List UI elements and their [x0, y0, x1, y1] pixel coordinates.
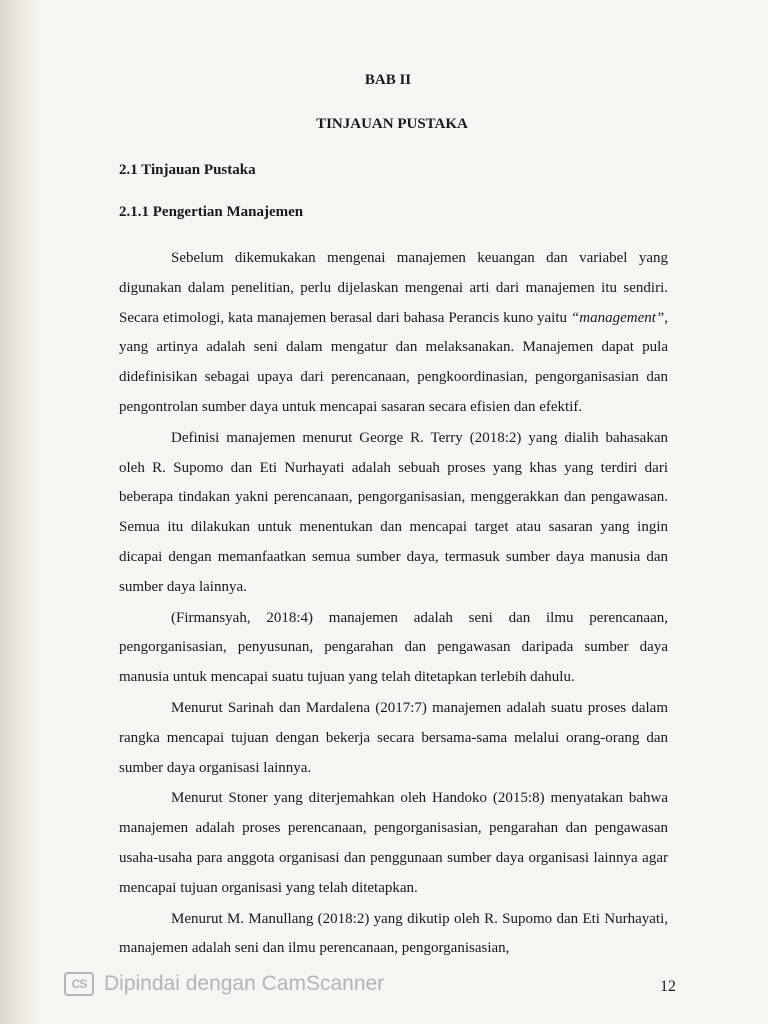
paragraph-text: , yang artinya adalah seni dalam mengatur dan melaksanakan. Manajemen dapat pula didefinisikan sebagai upaya dari perencanaan, pengkoordinasian, pengorganisasian dan pengontrolan sumber daya untuk mencapai sasaran secara efisien dan efektif. [119, 309, 668, 415]
paragraph: (Firmansyah, 2018:4) manajemen adalah seni dan ilmu perencanaan, pengorganisasian, penyusunan, pengarahan dan pengawasan daripada sumber daya manusia untuk mencapai suatu tujuan yang telah ditetapkan terlebih dahulu. [119, 609, 668, 686]
camscanner-watermark [64, 972, 384, 996]
chapter-number: BAB II [364, 72, 412, 88]
paragraph-text: Sebelum dikemukakan mengenai manajemen keuangan dan variabel yang digunakan dalam penelitian, perlu dijelaskan mengenai arti dari manajemen itu sendiri. Secara etimologi, kata manajemen berasal dari bahasa Perancis kuno yaitu [119, 250, 668, 326]
camscanner-logo-icon: CS [64, 972, 94, 996]
chapter-title: TINJAUAN PUSTAKA [316, 116, 468, 132]
paragraph: Definisi manajemen menurut George R. Terry (2018:2) yang dialih bahasakan oleh R. Supomo dan Eti Nurhayati adalah sebuah proses yang khas yang terdiri dari beberapa tindakan yakni perencanaan, pengorganisasian, menggerakkan dan pengawasan. Semua itu dilakukan untuk menentukan dan mencapai target atau sasaran yang ingin dicapai dengan memanfaatkan semua sumber daya, termasuk sumber daya manusia dan sumber daya lainnya. [119, 429, 668, 595]
watermark-text: Dipindai dengan CamScanner [104, 972, 385, 995]
body-text [119, 244, 668, 964]
page-number: 12 [660, 978, 676, 995]
paragraph: Menurut Sarinah dan Mardalena (2017:7) manajemen adalah suatu proses dalam rangka mencapai tujuan dengan bekerja secara bersama-sama melalui orang-orang dan sumber daya organisasi lainnya. [119, 699, 668, 776]
paragraph: Menurut Stoner yang diterjemahkan oleh Handoko (2015:8) menyatakan bahwa manajemen adalah proses perencanaan, pengorganisasian, pengarahan dan pengawasan usaha-usaha para anggota organisasi dan penggunaan sumber daya organisasi lainnya agar mencapai tujuan organisasi yang telah ditetapkan. [119, 790, 668, 896]
italic-term: “management” [570, 309, 665, 326]
section-heading: 2.1 Tinjauan Pustaka [119, 162, 256, 178]
page-edge-shadow [0, 0, 40, 1024]
subsection-heading: 2.1.1 Pengertian Manajemen [119, 204, 304, 220]
paragraph: Menurut M. Manullang (2018:2) yang dikutip oleh R. Supomo dan Eti Nurhayati, manajemen adalah seni dan ilmu perencanaan, pengorganisasian, [119, 910, 668, 957]
paragraph [119, 244, 668, 423]
